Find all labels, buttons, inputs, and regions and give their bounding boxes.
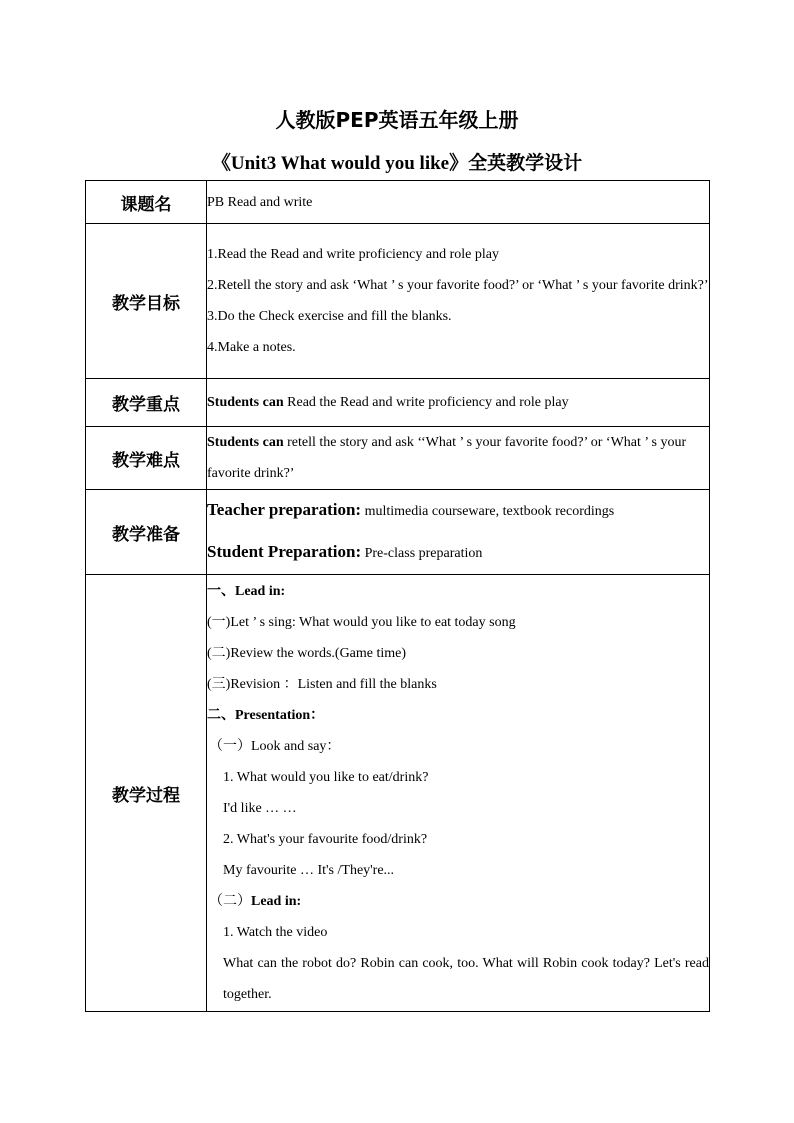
teacher-prep-lead: Teacher preparation:	[207, 500, 362, 519]
key-points-text: Read the Read and write proficiency and role play	[283, 395, 569, 410]
preparation-label: 教学准备	[86, 490, 207, 575]
student-prep-lead: Student Preparation:	[207, 542, 362, 561]
row-key-points	[86, 379, 710, 427]
question-2: 2. What's your favourite food/drink?	[223, 832, 428, 847]
objective-item: 2.Retell the story and ask ‘What ’ s your favorite food?’ or ‘What ’ s your favorite drink?’	[207, 278, 709, 293]
subtitle-unit: Unit3 What would you like	[230, 153, 450, 174]
look-prefix: （一）	[209, 739, 251, 754]
topic-label: 课题名	[86, 181, 207, 224]
student-prep-text: Pre-class preparation	[361, 546, 483, 561]
key-points-label: 教学重点	[86, 379, 207, 427]
lesson-plan-table	[85, 180, 710, 1012]
lead-in-heading: 一、Lead in:	[207, 584, 286, 599]
objective-item: 1.Read the Read and write proficiency and role play	[207, 247, 499, 262]
objectives-label: 教学目标	[86, 224, 207, 379]
row-objectives	[86, 224, 710, 379]
lead-in-item: (三)Revision ：Listen and fill the blanks	[207, 677, 437, 692]
answer-1: I'd like … …	[223, 801, 297, 816]
row-preparation	[86, 490, 710, 575]
look-label: Look and say：	[251, 739, 341, 754]
topic-value	[207, 181, 710, 224]
row-topic	[86, 181, 710, 224]
presentation-heading: 二、Presentation：	[207, 708, 325, 723]
key-points-value	[207, 379, 710, 427]
difficulties-value	[207, 427, 710, 490]
row-process	[86, 575, 710, 1012]
look-and-say	[207, 731, 709, 762]
answer-2: My favourite … It's /They're...	[223, 863, 395, 878]
lead-in-2	[207, 886, 709, 917]
teacher-prep-text: multimedia courseware, textbook recordings	[361, 504, 615, 519]
subtitle-open-bracket: 《	[211, 152, 231, 174]
difficulties-label: 教学难点	[86, 427, 207, 490]
preparation-value	[207, 490, 710, 575]
subtitle-design: 全英教学设计	[468, 152, 583, 174]
subtitle-close-bracket: 》	[449, 152, 469, 174]
difficulties-lead: Students can	[207, 435, 284, 450]
row-difficulties	[86, 427, 710, 490]
lead2-label: Lead in:	[251, 894, 302, 909]
robot-text: What can the robot do? Robin can cook, too. What will Robin cook today? Let's read together.	[223, 956, 709, 1002]
process-label: 教学过程	[86, 575, 207, 1012]
lead-in-item: (二)Review the words.(Game time)	[207, 646, 407, 661]
document-subtitle	[0, 148, 794, 175]
process-value	[207, 575, 710, 1012]
question-1: 1. What would you like to eat/drink?	[223, 770, 429, 785]
objective-item: 3.Do the Check exercise and fill the blanks.	[207, 309, 452, 324]
objective-item: 4.Make a notes.	[207, 340, 296, 355]
lead-in-item: (一)Let ’ s sing: What would you like to eat today song	[207, 615, 516, 630]
lead2-prefix: （二）	[209, 894, 251, 909]
objectives-value	[207, 224, 710, 379]
watch-video: 1. Watch the video	[223, 925, 328, 940]
topic-text: PB Read and write	[207, 194, 313, 210]
document-title: 人教版PEP英语五年级上册	[275, 108, 519, 132]
key-points-lead: Students can	[207, 395, 284, 410]
difficulties-text: retell the story and ask ‘‘What ’ s your favorite food?’ or ‘What ’ s your favorite drink?’	[207, 435, 687, 481]
